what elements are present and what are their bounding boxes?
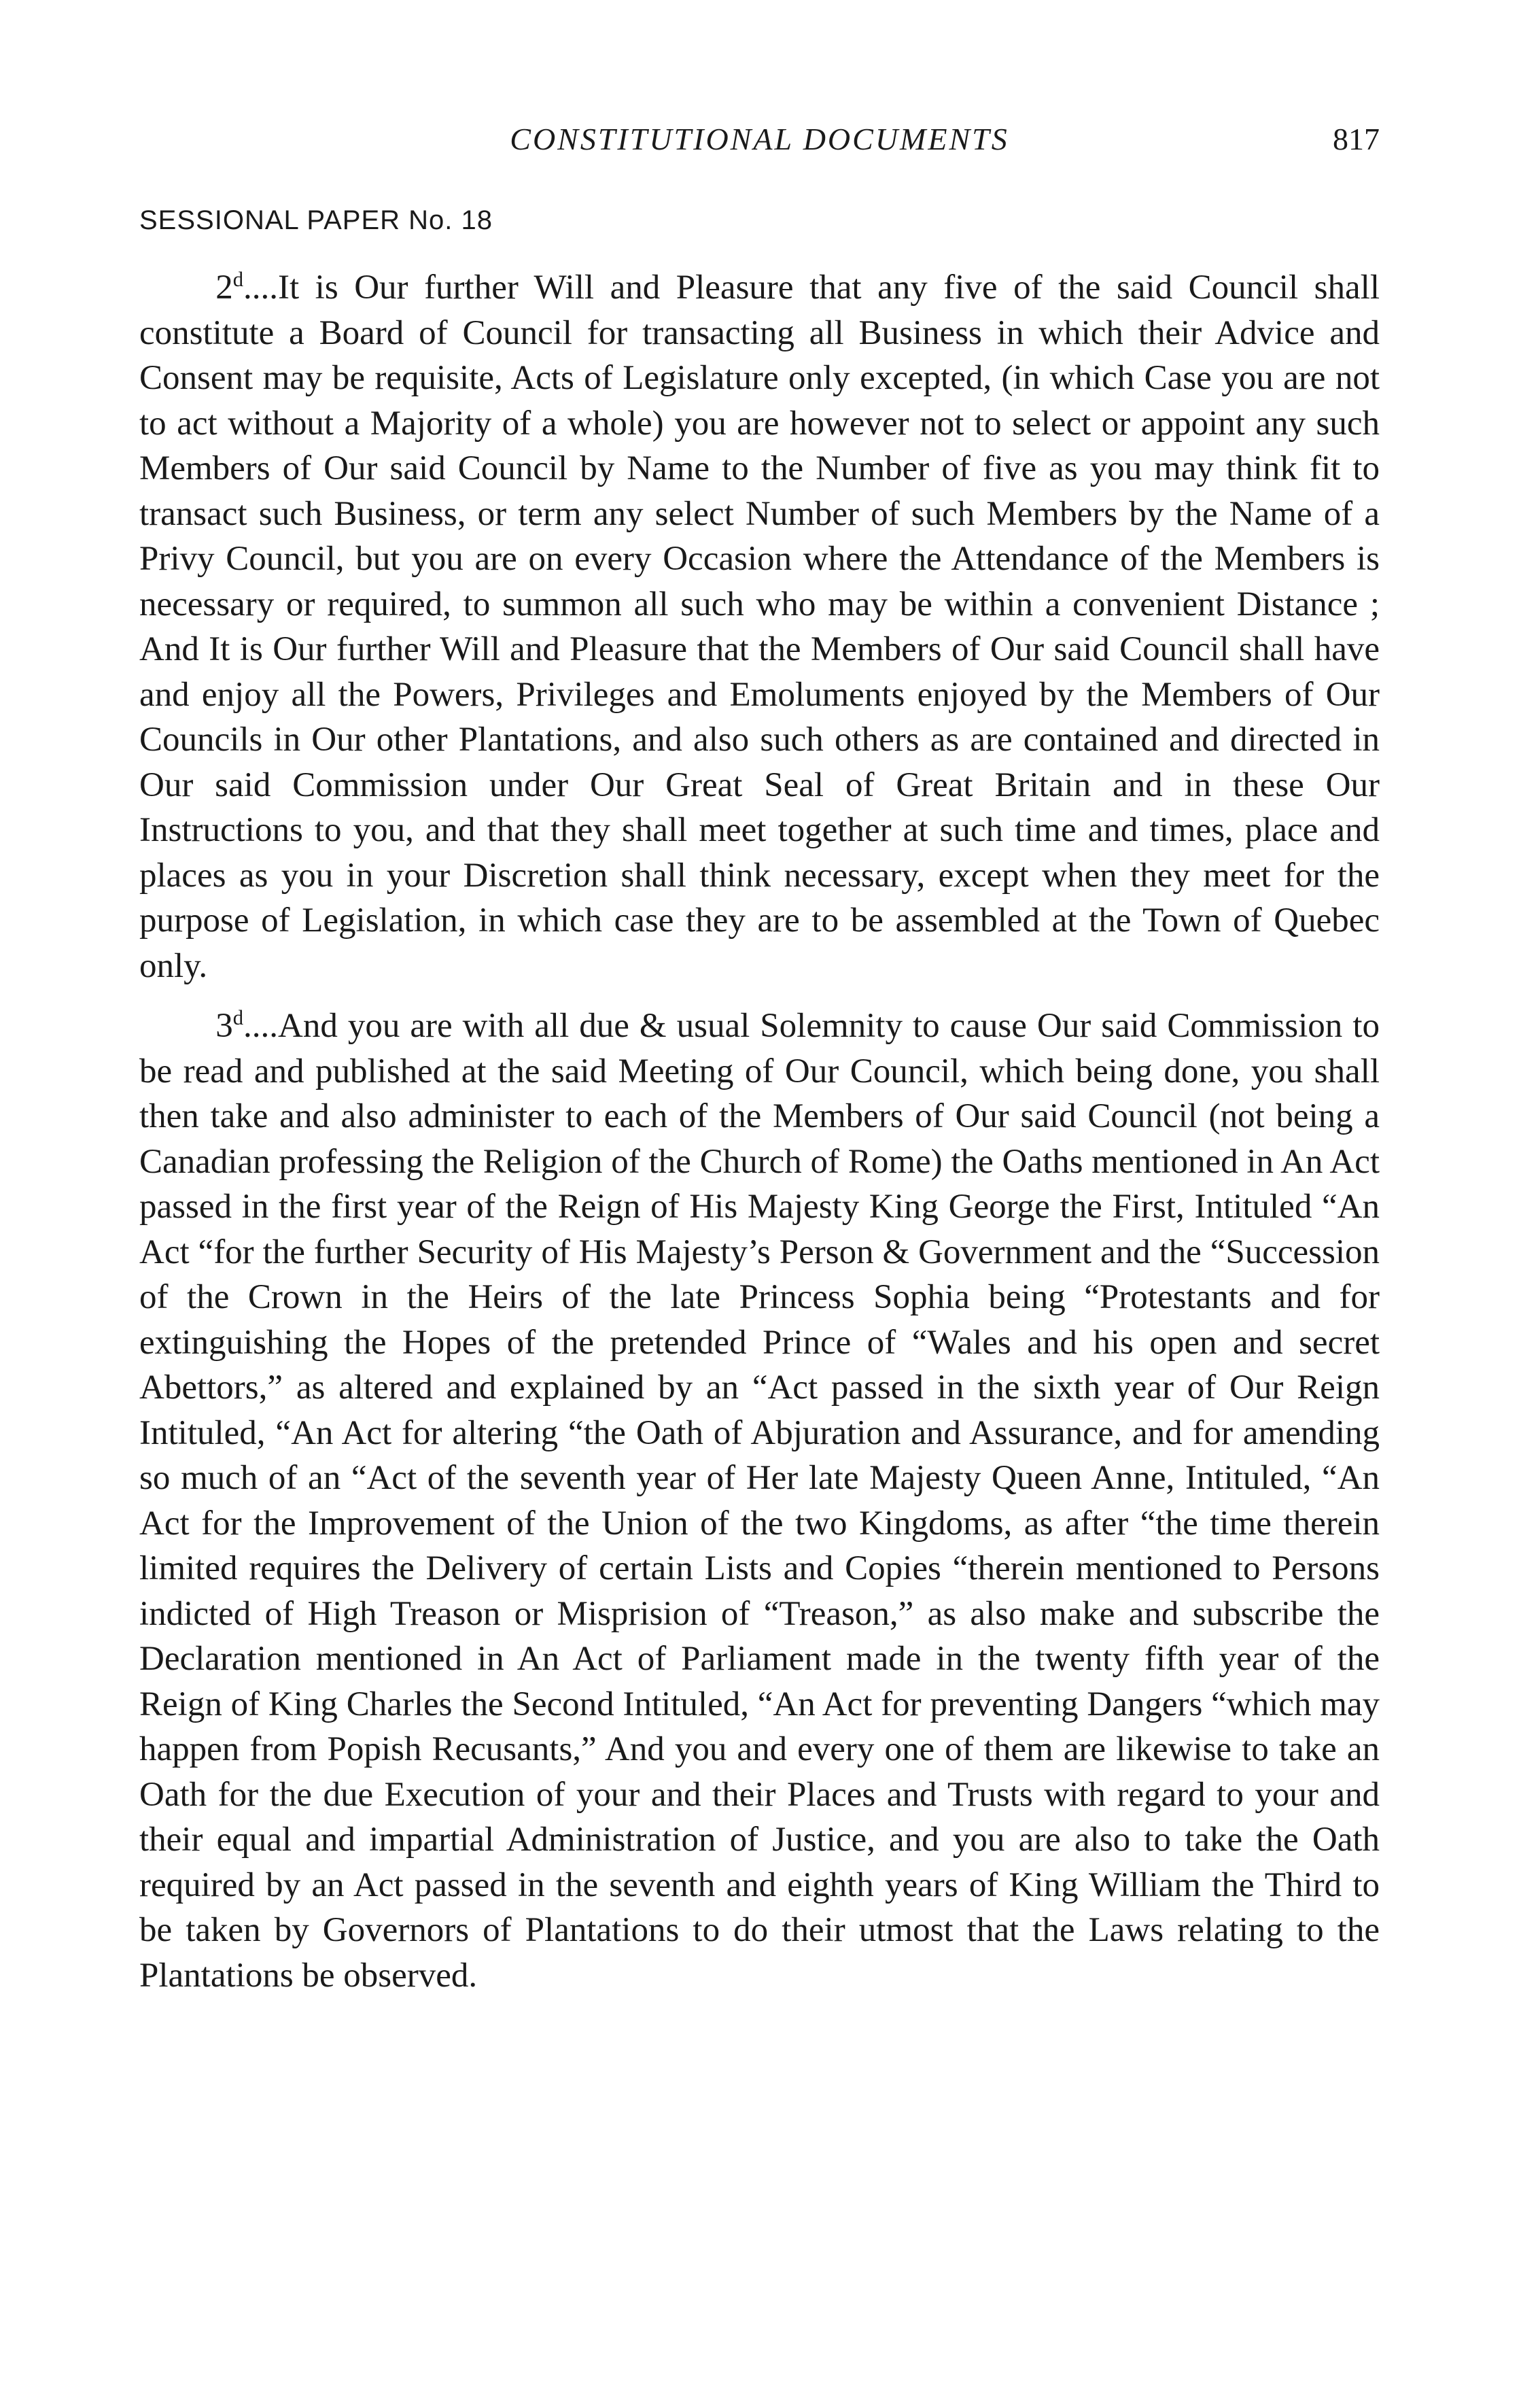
- sessional-paper-label: SESSIONAL PAPER No. 18: [139, 205, 493, 235]
- document-body: [139, 265, 1380, 1998]
- running-header: [139, 121, 1380, 162]
- page-number: 817: [1333, 122, 1380, 156]
- paragraph-number: 2$^d$....: [215, 268, 278, 307]
- paragraph-3d: [139, 1003, 1380, 1998]
- paragraph-2d: [139, 265, 1380, 988]
- paragraph-number: 3$^d$....: [215, 1006, 278, 1045]
- paragraph-text: And you are with all due & usual Solemnity to cause Our said Commission to be read and published at the said Meeting of Our Council, which being done, you shall then take and also administer to each of the Members of Our said Council (not being a Canadian professing the Religion of the Church of Rome) the Oaths mentioned in An Act passed in the first year of the Reign of His Majesty King George the First, Intituled “An Act “for the further Security of His Majesty’s Person & Government and the “Succession of the Crown in the Heirs of the late Princess Sophia being “Protestants and for extinguishing the Hopes of the pretended Prince of “Wales and his open and secret Abettors,” as altered and explained by an “Act passed in the sixth year of Our Reign Intituled, “An Act for altering “the Oath of Abjuration and Assurance, and for amending so much of an “Act of the seventh year of Her late Majesty Queen Anne, Intituled, “An Act for the Improvement of the Union of the two Kingdoms, as after “the time therein limited requires the Delivery of certain Lists and Copies “therein mentioned to Persons indicted of High Treason or Misprision of “Treason,” as also make and subscribe the Declaration mentioned in An Act of Parliament made in the twenty fifth year of the Reign of King Charles the Second Intituled, “An Act for preventing Dangers “which may happen from Popish Recusants,” And you and every one of them are likewise to take an Oath for the due Execution of your and their Places and Trusts with regard to your and their equal and impartial Administration of Justice, and you are also to take the Oath required by an Act passed in the seventh and eighth years of King William the Third to be taken by Governors of Plantations to do their utmost that the Laws relating to the Plantations be observed.: [139, 1007, 1380, 1995]
- paragraph-text: It is Our further Will and Pleasure that any five of the said Council shall constitute a Board of Council for transacting all Business in which their Advice and Consent may be requisite, Acts of Legislature only excepted, (in which Case you are not to act without a Majority of a whole) you are however not to select or appoint any such Members of Our said Council by Name to the Number of five as you may think fit to transact such Business, or term any select Number of such Members by the Name of a Privy Council, but you are on every Occasion where the Attendance of the Members is necessary or required, to summon all such who may be within a convenient Distance ; And It is Our further Will and Pleasure that the Members of Our said Council shall have and enjoy all the Powers, Privileges and Emoluments enjoyed by the Members of Our Councils in Our other Plantations, and also such others as are contained and directed in Our said Commission under Our Great Seal of Great Britain and in these Our Instructions to you, and that they shall meet together at such time and times, place and places as you in your Discretion shall think necessary, except when they meet for the purpose of Legislation, in which case they are to be assembled at the Town of Quebec only.: [139, 269, 1380, 985]
- running-title: CONSTITUTIONAL DOCUMENTS: [510, 122, 1009, 156]
